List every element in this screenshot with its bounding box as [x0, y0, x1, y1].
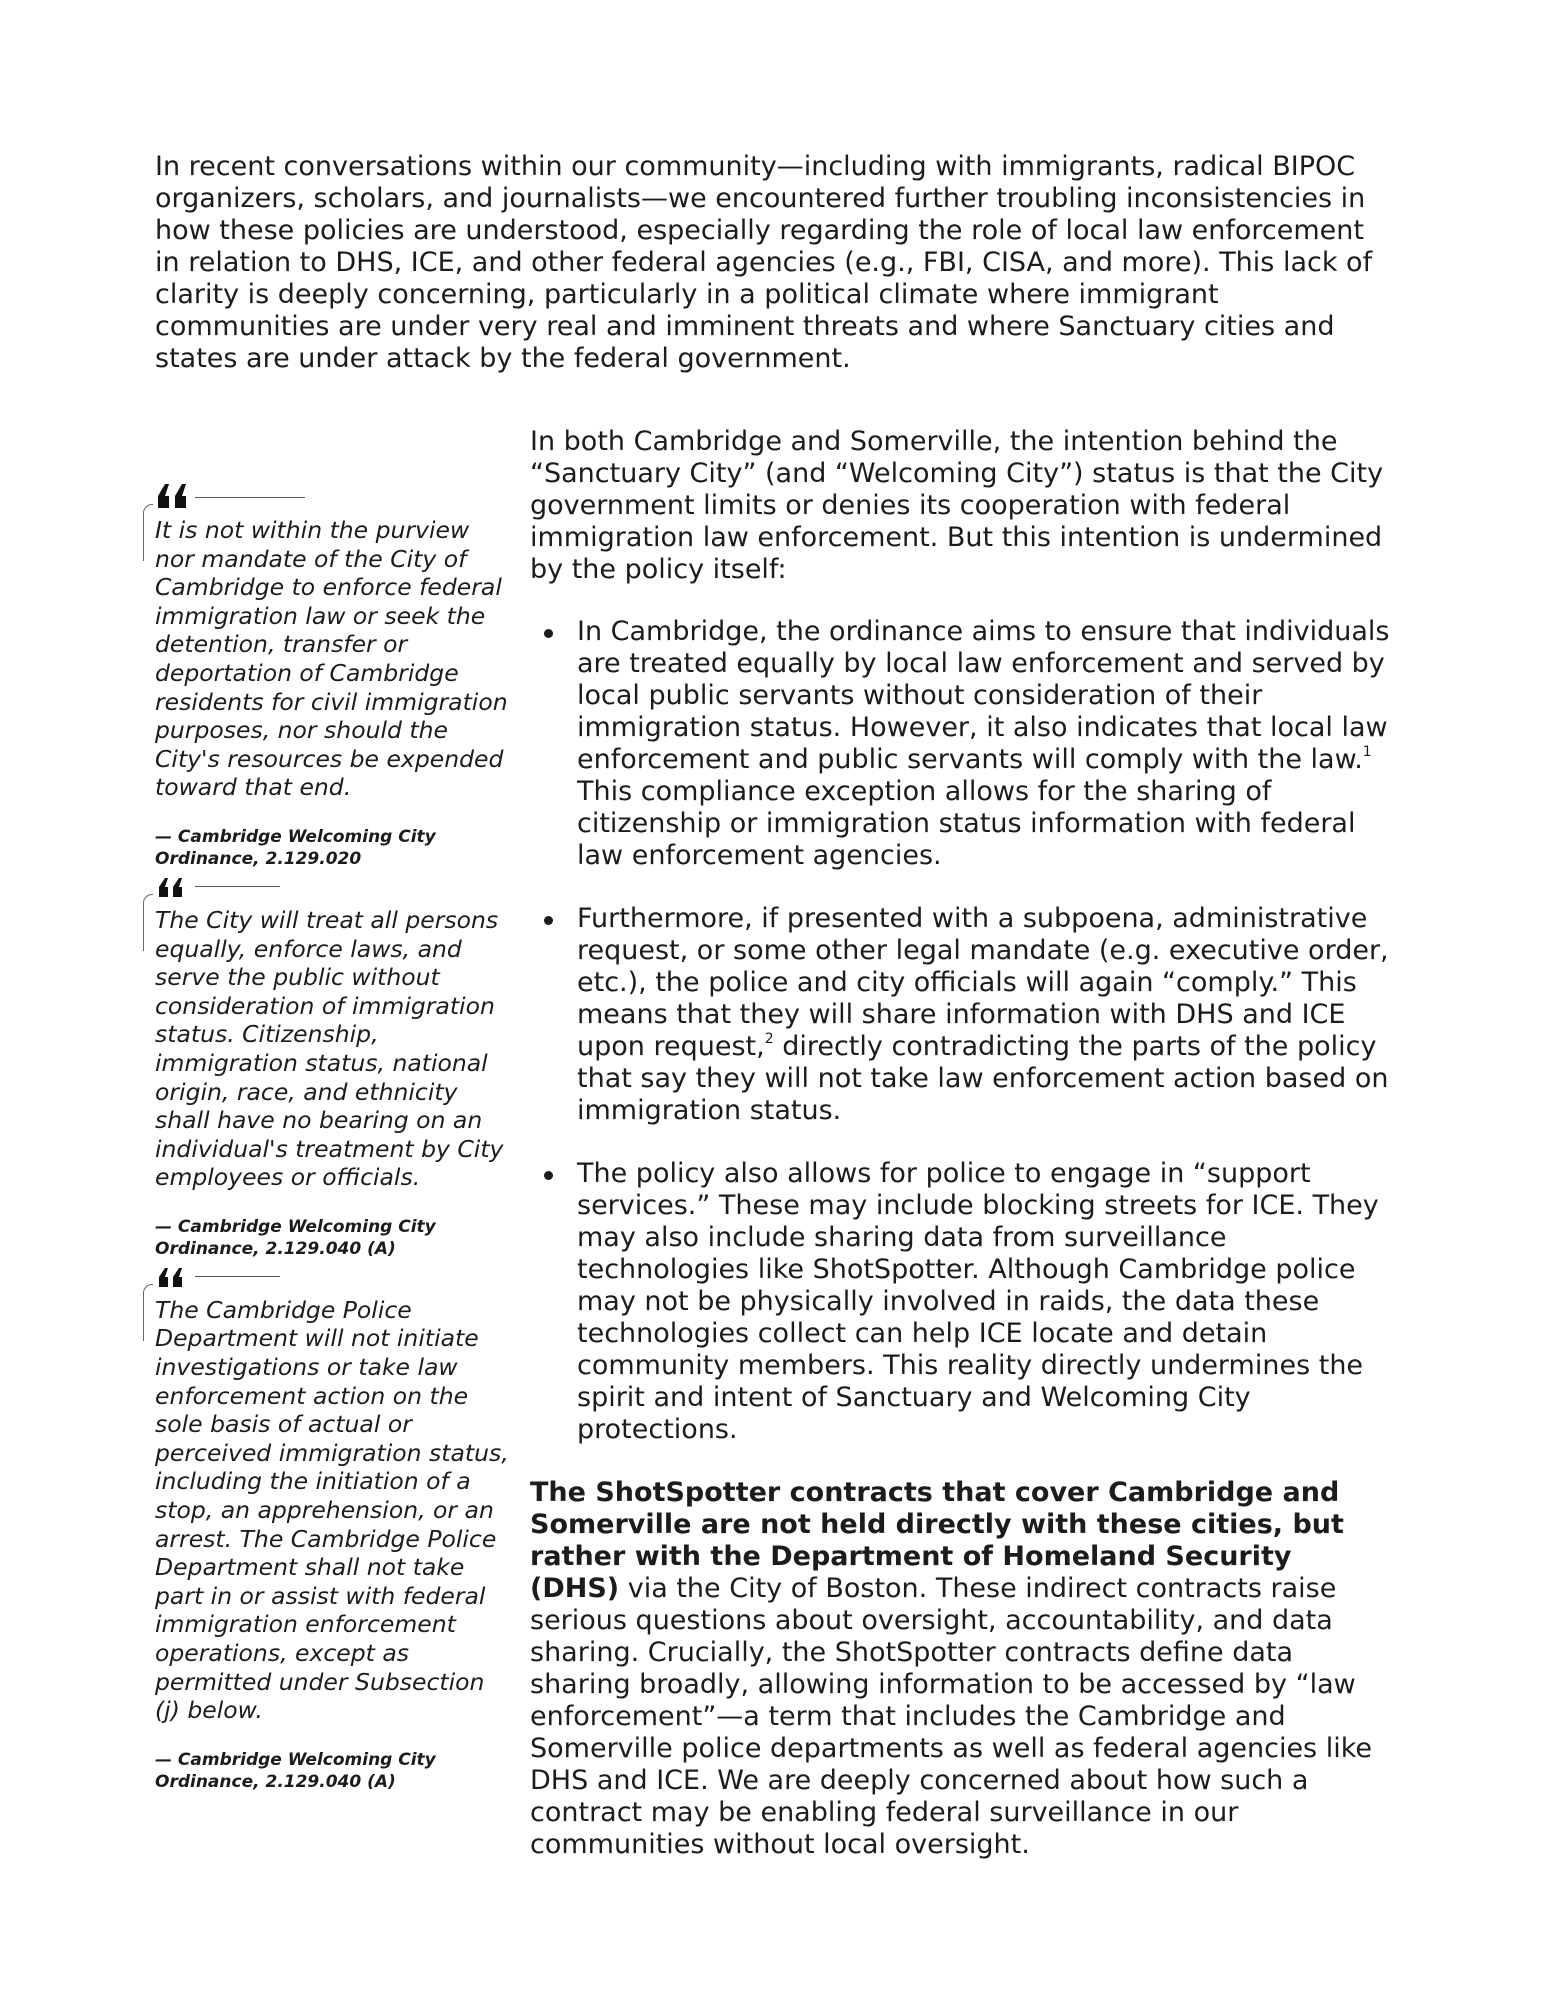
closing-paragraph — [530, 1477, 1390, 1861]
quote-rule — [195, 1276, 280, 1277]
quote-citation: — Cambridge Welcoming City Ordinance, 2.129.040 (A) — [155, 1749, 436, 1792]
bullet-item — [530, 903, 1390, 1127]
bullet-text: Furthermore, if presented with a subpoena, administrative request, or some other legal mandate (e.g. executive order, etc.), the police and city officials will again “comply.” This means that they will share information with DHS and ICE upon request, — [577, 903, 1389, 1062]
bullet-item — [530, 616, 1390, 872]
closing-text: via the City of Boston. These indirect contracts raise serious questions about oversight, accountability, and data sharing. Crucially, the ShotSpotter contracts define data sharing broadly, allowing information to be accessed by “law enforcement”—a term that includes the Cambridge and Somerville police departments as well as federal agencies like DHS and ICE. We are deeply concerned about how such a contract may be enabling federal surveillance in our communities without local oversight. — [530, 1573, 1372, 1860]
bullet-text-continued: This compliance exception allows for the sharing of citizenship or immigration status information with federal law enforcement agencies. — [577, 776, 1356, 871]
intro-paragraph: In recent conversations within our community—including with immigrants, radical BIPOC organizers, scholars, and journalists—we encountered further troubling inconsistencies in how these policies are understood, especially regarding the role of local law enforcement in relation to DHS, ICE, and other federal agencies (e.g., FBI, CISA, and more). This lack of clarity is deeply concerning, particularly in a political climate where immigrant communities are under very real and imminent threats and where Sanctuary cities and states are under attack by the federal government. — [155, 151, 1373, 374]
quote-mark-icon — [155, 1262, 195, 1292]
bullet-dot-icon — [544, 916, 553, 925]
main-column — [530, 426, 1390, 1861]
quote-bracket-decoration — [143, 894, 153, 951]
quote-mark-row — [155, 480, 515, 514]
bullet-text: The policy also allows for police to engage in “support services.” These may include blocking streets for ICE. They may also include sharing data from surveillance technologies like ShotSpotter. Although Cambridge police may not be physically involved in raids, the data these technologies collect can help ICE locate and detain community members. This reality directly undermines the spirit and intent of Sanctuary and Welcoming City protections. — [577, 1158, 1379, 1445]
bullet-text-continued: directly contradicting the parts of the policy that say they will not take law enforcement action based on immigration status. — [577, 1031, 1389, 1126]
pull-quote — [140, 480, 515, 870]
quote-mark-icon — [155, 482, 195, 512]
quote-mark-row — [155, 870, 515, 904]
closing-bold-lead: The ShotSpotter contracts that cover Cambridge and Somerville are not held directly with these cities, but rather with the Department of Homeland Security (DHS) — [530, 1477, 1344, 1604]
bullet-dot-icon — [544, 629, 553, 638]
pull-quote — [140, 1260, 515, 1793]
quote-bracket-decoration — [143, 1284, 153, 1341]
quote-citation: — Cambridge Welcoming City Ordinance, 2.129.020 — [155, 826, 436, 869]
footnote-marker: 2 — [764, 1031, 774, 1047]
quote-bracket-decoration — [143, 504, 153, 561]
pull-quote — [140, 870, 515, 1260]
bullet-text: In Cambridge, the ordinance aims to ensure that individuals are treated equally by local law enforcement and served by local public servants without consideration of their immigration status. However, it also indicates that local law enforcement and public servants will comply with the law. — [577, 616, 1390, 775]
bullet-dot-icon — [544, 1171, 553, 1180]
quote-rule — [195, 497, 305, 498]
quote-rule — [195, 886, 280, 887]
quote-text: The City will treat all persons equally, enforce laws, and serve the public without consideration of immigration status. Citizenship, immigration status, national origin, race, and ethnicity shall have no bearing on an individual's treatment by City employees or officials. — [155, 905, 504, 1192]
quote-mark-row — [155, 1260, 515, 1294]
quote-text: The Cambridge Police Department will not initiate investigations or take law enforcement action on the sole basis of actual or perceived immigration status, including the initiation of a stop, an apprehension, or an arrest. The Cambridge Police Department shall not take part in or assist with federal immigration enforcement operations, except as permitted under Subsection (j) below. — [155, 1295, 509, 1725]
quote-text: It is not within the purview nor mandate of the City of Cambridge to enforce federal immigration law or seek the detention, transfer or deportation of Cambridge residents for civil immigration purposes, nor should the City's resources be expended toward that end. — [155, 516, 508, 802]
bullet-list — [530, 616, 1390, 1446]
bullet-item — [530, 1158, 1390, 1446]
lead-paragraph: In both Cambridge and Somerville, the intention behind the “Sanctuary City” (and “Welcoming City”) status is that the City government limits or denies its cooperation with federal immigration law enforcement. But this intention is undermined by the policy itself: — [530, 426, 1384, 585]
pull-quote-sidebar — [140, 480, 515, 1793]
footnote-marker: 1 — [1362, 744, 1372, 760]
quote-citation: — Cambridge Welcoming City Ordinance, 2.129.040 (A) — [155, 1216, 436, 1259]
quote-mark-icon — [155, 872, 195, 902]
